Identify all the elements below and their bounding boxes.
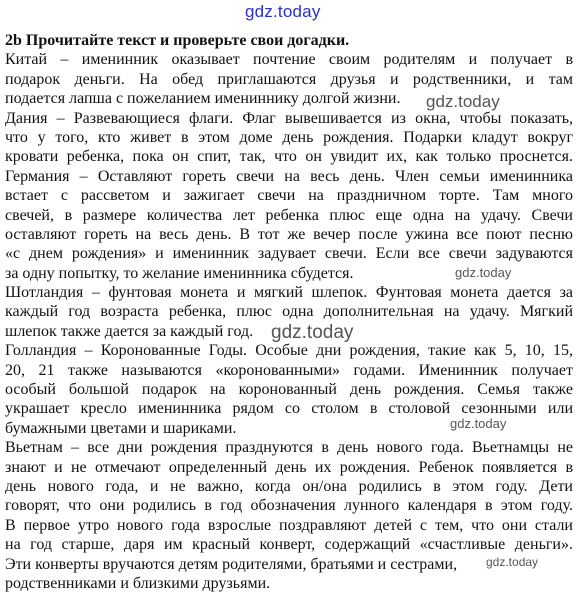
text-line: знают и не отмечают определенный день их рождения. Ребенок появляется в	[5, 458, 573, 476]
text-line: «с днем рождения» и именинник задувает свечи. Если все свечи задуваются	[5, 245, 573, 263]
text-line: Китай – именинник оказывает почтение своим родителям и получает в	[5, 51, 573, 69]
watermark: gdz.today	[486, 555, 539, 569]
watermark: gdz.today	[426, 92, 500, 111]
watermark: gdz.today	[271, 322, 354, 343]
exercise-heading: 2b Прочитайте текст и проверьте свои догадки.	[5, 32, 350, 49]
text-line: украшает кресло именинника рядом со столом в столовой сезонными или	[5, 400, 573, 418]
text-line: родственниками и близкими друзьями.	[5, 574, 271, 592]
text-line: Дания – Развевающиеся флаги. Флаг вывешивается из окна, чтобы показать,	[5, 109, 573, 127]
text-line: говорят, что они родились в год обозначения лунного календаря в этом году.	[5, 497, 573, 515]
watermark: gdz.today	[455, 265, 512, 280]
text-line: кровати ребенка, пока он спит, так, что он увидит их, как только проснется.	[5, 148, 573, 166]
text-line: подарок деньги. На обед приглашаются друзья и родственники, и там	[5, 70, 573, 88]
text-line: Германия – Оставляют гореть свечи на весь день. Член семьи именинника	[5, 167, 573, 185]
text-line: 20, 21 также называются «коронованными» годами. Именинник получает	[5, 361, 573, 379]
watermark-top: gdz.today	[245, 2, 321, 21]
text-line: что у того, кто живет в этом доме день рождения. Подарки кладут вокруг	[5, 128, 573, 146]
text-line: бумажными цветами и шариками.	[5, 419, 237, 437]
text-block	[5, 31, 573, 593]
text-line: оставляют гореть на весь день. В тот же вечер после ужина все поют песню	[5, 225, 573, 243]
text-line: день нового года, и не важно, когда он/она родились в этом году. Дети	[5, 478, 573, 495]
text-line: Голландия – Коронованные Годы. Особые дни рождения, такие как 5, 10, 15,	[5, 342, 573, 360]
watermark: gdz.today	[450, 416, 507, 431]
text-line: свечей, в размере количества лет ребенка плюс еще одна на удачу. Свечи	[5, 206, 573, 224]
text-line: на год старше, даря им красный конверт, содержащий «счастливые деньги».	[5, 536, 573, 554]
text-line: Вьетнам – все дни рождения празднуются в день нового года. Вьетнамцы не	[5, 439, 573, 457]
text-line: за одну попытку, то желание именинника сбудется.	[5, 264, 354, 282]
paragraph-vietnam	[5, 438, 573, 593]
text-line: каждый год возраста ребенка, плюс одна дополнительная на удачу. Мягкий	[5, 303, 573, 321]
text-line: особый большой подарок на коронованный день рождения. Семья также	[5, 381, 573, 399]
text-line: Шотландия – фунтовая монета и мягкий шлепок. Фунтовая монета дается за	[5, 284, 573, 302]
text-line: В первое утро нового года взрослые поздравляют детей с тем, что они стали	[5, 516, 573, 534]
text-line: Эти конверты вручаются детям родителями, братьями и сестрами,	[5, 555, 458, 573]
paragraph-denmark	[5, 109, 573, 167]
text-line: встает с рассветом и зажигает свечи на праздничном торте. Там много	[5, 187, 573, 205]
text-line: подается лапша с пожеланием имениннику долгой жизни.	[5, 90, 401, 108]
text-line: шлепок также дается за каждый год.	[5, 322, 254, 340]
